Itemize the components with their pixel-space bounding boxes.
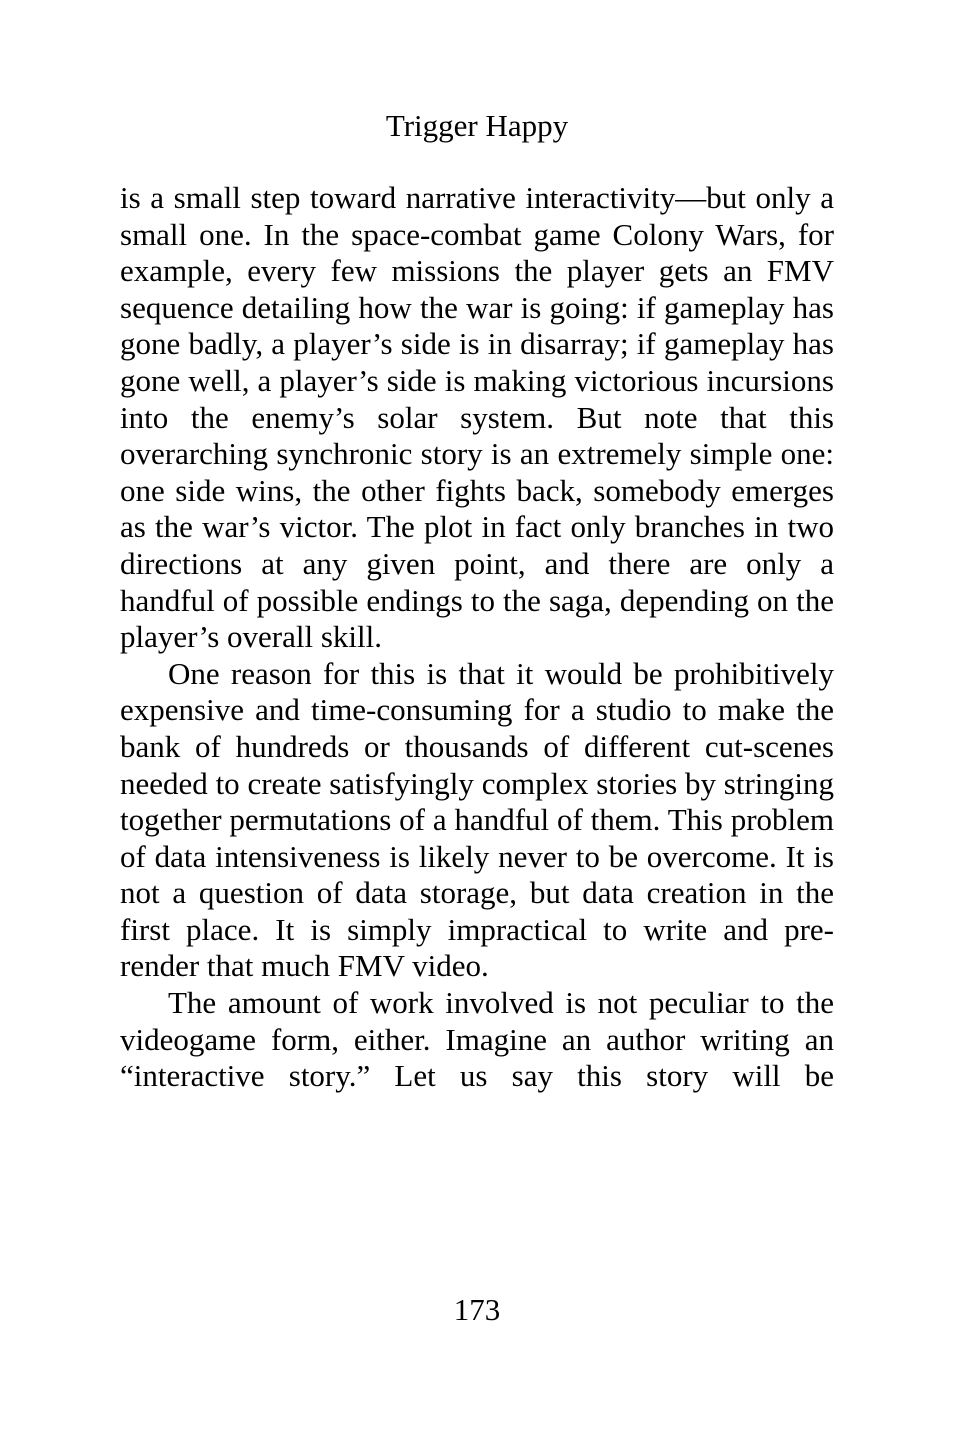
paragraph: The amount of work involved is not peculiar to the videogame form, either. Imagine an author writing an “interactive story.” Let us say this story will be: [120, 985, 834, 1094]
paragraph-continued: is a small step toward narrative interactivity—but only a small one. In the space-combat game Colony Wars, for example, every few missions the player gets an FMV sequence detailing how the war is going: if gameplay has gone badly, a player’s side is in disarray; if gameplay has gone well, a player’s side is making victorious incursions into the enemy’s solar system. But note that this overarching synchronic story is an extremely simple one: one side wins, the other fights back, somebody emerges as the war’s victor. The plot in fact only branches in two directions at any given point, and there are only a handful of possible endings to the saga, depending on the player’s overall skill.: [120, 180, 834, 655]
body-text: [120, 180, 834, 1095]
running-head: Trigger Happy: [385, 108, 569, 143]
page-number: 173: [453, 1292, 501, 1327]
paragraph: One reason for this is that it would be prohibitively expensive and time-consuming for a studio to make the bank of hundreds or thousands of different cut-scenes needed to create satisfyingly complex stories by stringing together permutations of a handful of them. This problem of data intensiveness is likely never to be overcome. It is not a question of data storage, but data creation in the first place. It is simply impractical to write and pre-render that much FMV video.: [120, 655, 834, 984]
